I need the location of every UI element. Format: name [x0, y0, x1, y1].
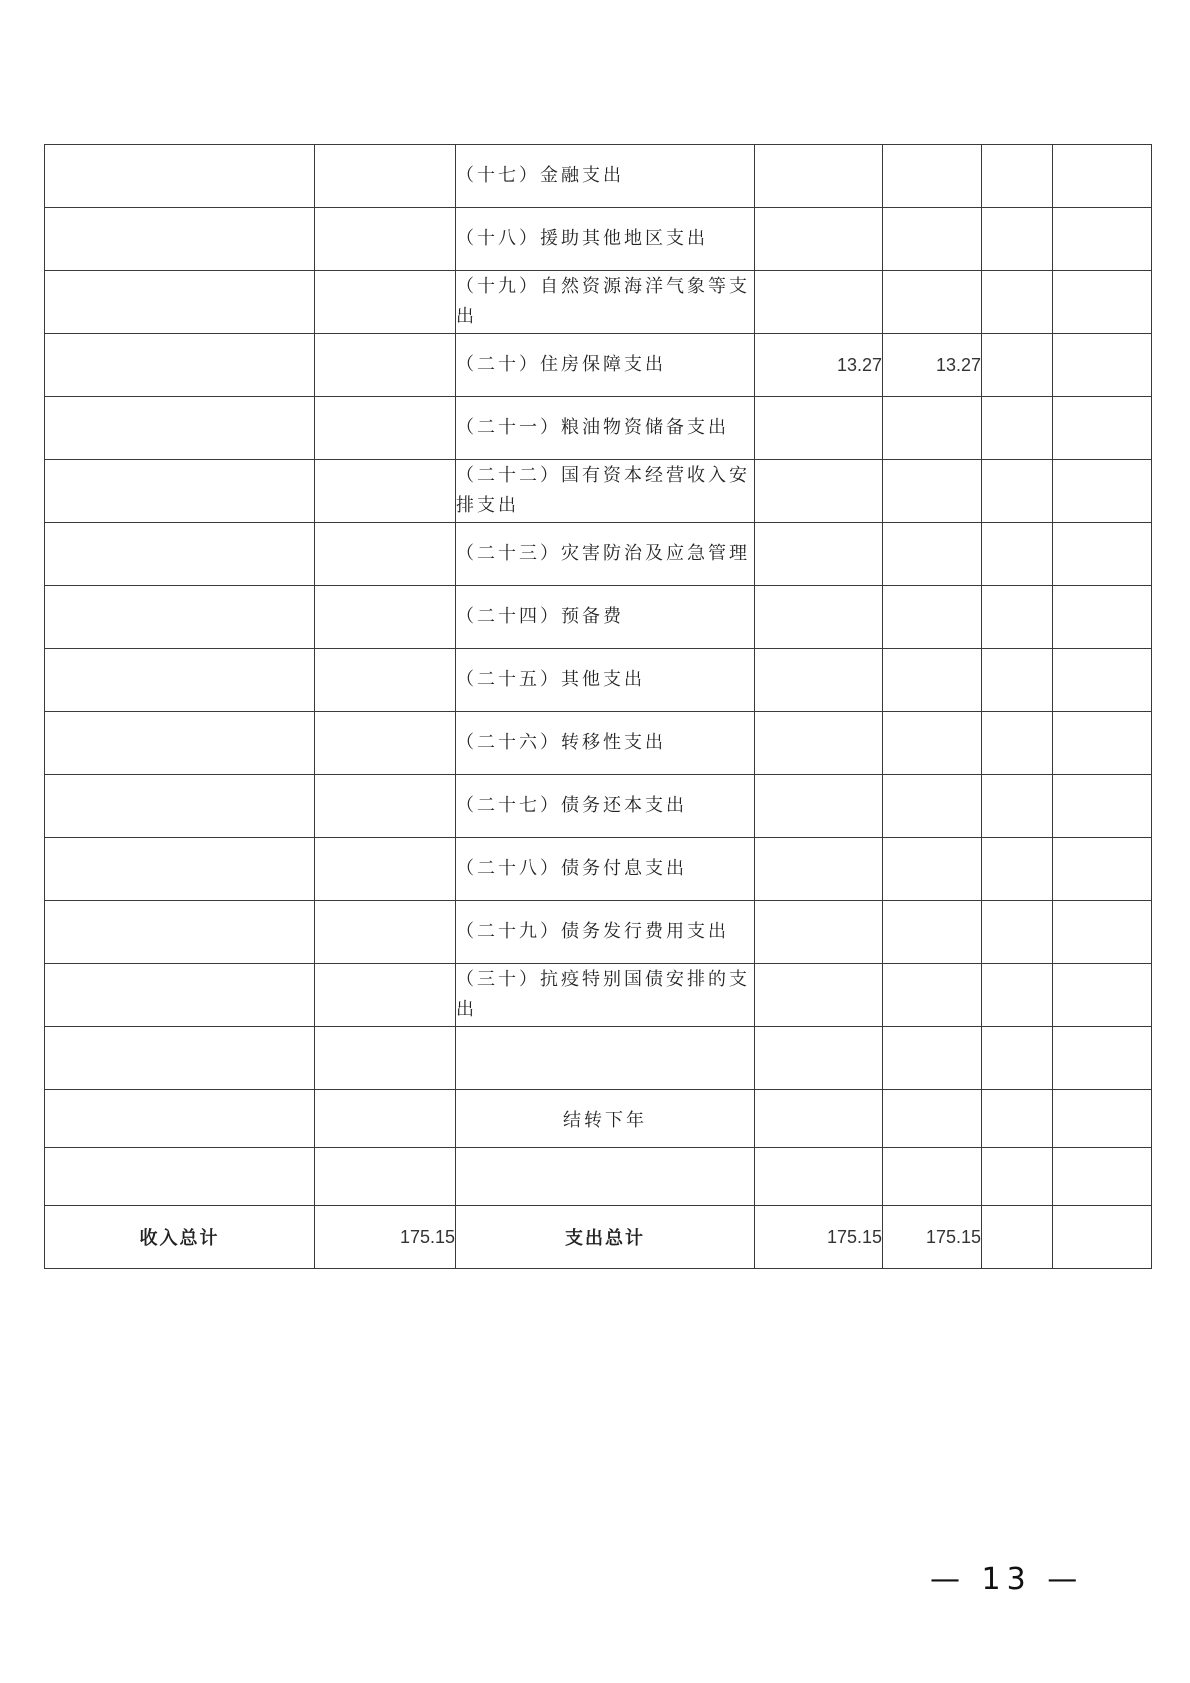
blank-cell — [883, 1090, 982, 1148]
expense-amount-general — [883, 649, 982, 712]
expense-total-value: 175.15 — [755, 1206, 883, 1269]
expense-amount-fund — [982, 145, 1053, 208]
expense-amount-other — [1053, 838, 1152, 901]
blank-cell — [45, 1090, 315, 1148]
expense-amount-total — [755, 712, 883, 775]
expense-amount-other — [1053, 271, 1152, 334]
expense-amount-other — [1053, 523, 1152, 586]
expense-item-label: （二十六）转移性支出 — [456, 712, 755, 775]
blank-cell — [755, 1090, 883, 1148]
expense-item-label: （二十五）其他支出 — [456, 649, 755, 712]
blank-cell — [883, 1027, 982, 1090]
expense-amount-other — [1053, 901, 1152, 964]
expense-amount-general — [883, 775, 982, 838]
expense-amount-total — [755, 775, 883, 838]
expense-amount-other — [1053, 334, 1152, 397]
expense-amount-fund — [982, 271, 1053, 334]
income-item-cell — [45, 145, 315, 208]
income-amount-cell — [315, 271, 456, 334]
table-row — [45, 712, 1152, 775]
expense-amount-total — [755, 964, 883, 1027]
expense-amount-fund — [982, 334, 1053, 397]
income-item-cell — [45, 271, 315, 334]
expense-amount-total — [755, 145, 883, 208]
table-row — [45, 271, 1152, 334]
expense-item-label: （二十四）预备费 — [456, 586, 755, 649]
blank-cell — [315, 1027, 456, 1090]
blank-cell — [1053, 1090, 1152, 1148]
table-row — [45, 964, 1152, 1027]
income-amount-cell — [315, 523, 456, 586]
blank-cell — [45, 1027, 315, 1090]
expense-amount-general — [883, 901, 982, 964]
table-row — [45, 460, 1152, 523]
expense-amount-total: 13.27 — [755, 334, 883, 397]
expense-amount-other — [1053, 145, 1152, 208]
expense-amount-other — [1053, 397, 1152, 460]
table-body — [45, 145, 1152, 1269]
income-item-cell — [45, 460, 315, 523]
income-total-label: 收入总计 — [45, 1206, 315, 1269]
expense-amount-total — [755, 901, 883, 964]
income-item-cell — [45, 838, 315, 901]
expense-amount-general — [883, 208, 982, 271]
expense-amount-fund — [982, 397, 1053, 460]
expense-item-label: （二十八）债务付息支出 — [456, 838, 755, 901]
blank-cell — [883, 1148, 982, 1206]
expense-amount-general — [883, 145, 982, 208]
income-item-cell — [45, 208, 315, 271]
expense-amount-fund — [982, 838, 1053, 901]
expense-amount-total — [755, 523, 883, 586]
table-row — [45, 649, 1152, 712]
expense-amount-general — [883, 397, 982, 460]
expense-amount-fund — [982, 901, 1053, 964]
expense-amount-total — [755, 271, 883, 334]
expense-amount-other — [1053, 775, 1152, 838]
expense-amount-total — [755, 838, 883, 901]
expense-amount-total — [755, 649, 883, 712]
blank-row — [45, 1027, 1152, 1090]
expense-item-label: （十八）援助其他地区支出 — [456, 208, 755, 271]
table-row — [45, 775, 1152, 838]
page-number: — 13 — — [930, 1562, 1084, 1597]
expense-item-label: （二十七）债务还本支出 — [456, 775, 755, 838]
income-item-cell — [45, 397, 315, 460]
income-amount-cell — [315, 838, 456, 901]
expense-amount-general — [883, 712, 982, 775]
expense-amount-fund — [982, 649, 1053, 712]
expense-amount-total — [755, 460, 883, 523]
income-amount-cell — [315, 397, 456, 460]
expense-item-label: （二十九）债务发行费用支出 — [456, 901, 755, 964]
expense-amount-fund — [982, 964, 1053, 1027]
expense-amount-general: 13.27 — [883, 334, 982, 397]
expense-amount-fund — [982, 523, 1053, 586]
blank-cell — [982, 1027, 1053, 1090]
table-row — [45, 145, 1152, 208]
table-row — [45, 586, 1152, 649]
expense-amount-fund — [982, 775, 1053, 838]
expense-amount-other — [1053, 712, 1152, 775]
blank-row — [45, 1148, 1152, 1206]
income-amount-cell — [315, 460, 456, 523]
expense-amount-other — [1053, 586, 1152, 649]
expense-amount-total — [755, 586, 883, 649]
totals-row — [45, 1206, 1152, 1269]
blank-cell — [1053, 1148, 1152, 1206]
expense-amount-fund — [982, 208, 1053, 271]
expense-amount-general — [883, 838, 982, 901]
table-row — [45, 523, 1152, 586]
expense-amount-general — [883, 460, 982, 523]
expense-amount-fund — [982, 712, 1053, 775]
blank-cell — [982, 1148, 1053, 1206]
blank-cell — [315, 1148, 456, 1206]
expense-amount-fund — [982, 460, 1053, 523]
income-item-cell — [45, 901, 315, 964]
blank-cell — [1053, 1027, 1152, 1090]
income-item-cell — [45, 712, 315, 775]
expense-item-label: （二十三）灾害防治及应急管理 — [456, 523, 755, 586]
table-row — [45, 901, 1152, 964]
expense-amount-general — [883, 586, 982, 649]
income-item-cell — [45, 775, 315, 838]
expense-amount-other — [1053, 964, 1152, 1027]
income-amount-cell — [315, 712, 456, 775]
blank-cell — [45, 1148, 315, 1206]
income-amount-cell — [315, 901, 456, 964]
income-item-cell — [45, 586, 315, 649]
income-amount-cell — [315, 586, 456, 649]
income-item-cell — [45, 649, 315, 712]
expense-amount-general — [883, 964, 982, 1027]
expense-amount-other — [1053, 208, 1152, 271]
income-amount-cell — [315, 208, 456, 271]
expense-item-label: （十七）金融支出 — [456, 145, 755, 208]
income-amount-cell — [315, 334, 456, 397]
expense-amount-general — [883, 271, 982, 334]
expense-amount-total — [755, 208, 883, 271]
expense-total-label: 支出总计 — [456, 1206, 755, 1269]
expense-item-label: （二十一）粮油物资储备支出 — [456, 397, 755, 460]
income-item-cell — [45, 334, 315, 397]
expense-item-label: （十九）自然资源海洋气象等支出 — [456, 271, 755, 334]
expense-item-label: （三十）抗疫特别国债安排的支出 — [456, 964, 755, 1027]
expense-amount-other — [1053, 460, 1152, 523]
expense-total-fund-value — [982, 1206, 1053, 1269]
expense-amount-total — [755, 397, 883, 460]
budget-table — [44, 144, 1152, 1269]
income-total-value: 175.15 — [315, 1206, 456, 1269]
income-amount-cell — [315, 964, 456, 1027]
blank-cell — [982, 1090, 1053, 1148]
blank-cell — [456, 1148, 755, 1206]
table-row — [45, 334, 1152, 397]
expense-item-label: （二十）住房保障支出 — [456, 334, 755, 397]
expense-amount-other — [1053, 649, 1152, 712]
blank-cell — [315, 1090, 456, 1148]
income-amount-cell — [315, 775, 456, 838]
expense-amount-general — [883, 523, 982, 586]
income-item-cell — [45, 523, 315, 586]
blank-cell — [456, 1027, 755, 1090]
income-amount-cell — [315, 649, 456, 712]
expense-total-general-value: 175.15 — [883, 1206, 982, 1269]
expense-amount-fund — [982, 586, 1053, 649]
expense-item-label: （二十二）国有资本经营收入安排支出 — [456, 460, 755, 523]
table-row — [45, 208, 1152, 271]
table-row — [45, 838, 1152, 901]
table-row — [45, 397, 1152, 460]
income-item-cell — [45, 964, 315, 1027]
carry-forward-label: 结转下年 — [456, 1090, 755, 1148]
income-amount-cell — [315, 145, 456, 208]
blank-cell — [755, 1027, 883, 1090]
carry-forward-row — [45, 1090, 1152, 1148]
expense-total-other-value — [1053, 1206, 1152, 1269]
blank-cell — [755, 1148, 883, 1206]
